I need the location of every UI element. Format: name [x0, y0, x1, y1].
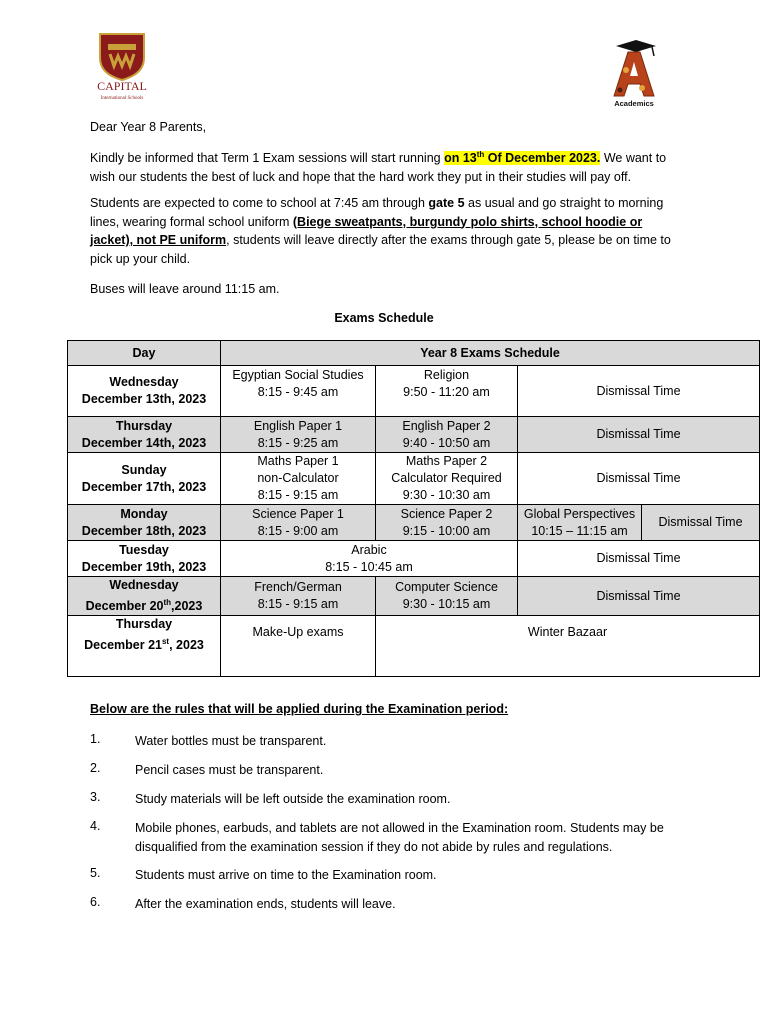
- table-row: [68, 577, 760, 616]
- bus-paragraph: Buses will leave around 11:15 am.: [90, 282, 280, 296]
- academics-logo: [606, 40, 662, 108]
- rule-number: 3.: [90, 790, 101, 804]
- schedule-title: Exams Schedule: [334, 311, 434, 325]
- rule-text: Students must arrive on time to the Examination room.: [135, 868, 437, 882]
- rule-text: Water bottles must be transparent.: [135, 734, 327, 748]
- svg-text:Academics: Academics: [614, 99, 654, 108]
- header-day: Day: [68, 341, 221, 366]
- dismissal-cell: Dismissal Time: [642, 505, 760, 541]
- dismissal-cell: Dismissal Time: [518, 453, 760, 505]
- day-cell: Wednesday December 20th,2023: [68, 577, 221, 616]
- exams-schedule-table: [67, 340, 760, 677]
- dismissal-cell: Dismissal Time: [518, 366, 760, 417]
- rule-number: 6.: [90, 895, 101, 909]
- exam-cell: Computer Science 9:30 - 10:15 am: [376, 577, 518, 616]
- rule-text: After the examination ends, students will leave.: [135, 897, 396, 911]
- dismissal-cell: Dismissal Time: [518, 577, 760, 616]
- exam-start-highlight: on 13th Of December 2023.: [444, 150, 601, 166]
- table-row: [68, 505, 760, 541]
- table-row: [68, 541, 760, 577]
- greeting: Dear Year 8 Parents,: [90, 120, 207, 134]
- exam-cell: English Paper 2 9:40 - 10:50 am: [376, 417, 518, 453]
- exam-cell: Science Paper 1 8:15 - 9:00 am: [221, 505, 376, 541]
- exam-cell: Maths Paper 2 Calculator Required 9:30 - 10:30 am: [376, 453, 518, 505]
- exam-cell: Science Paper 2 9:15 - 10:00 am: [376, 505, 518, 541]
- table-row: [68, 453, 760, 505]
- day-cell: Wednesday December 13th, 2023: [68, 366, 221, 417]
- day-cell: Tuesday December 19th, 2023: [68, 541, 221, 577]
- rule-number: 4.: [90, 819, 101, 833]
- exam-cell: English Paper 1 8:15 - 9:25 am: [221, 417, 376, 453]
- bazaar-cell: Winter Bazaar: [376, 616, 760, 677]
- day-cell: Sunday December 17th, 2023: [68, 453, 221, 505]
- table-row: [68, 616, 760, 677]
- table-header-row: [68, 341, 760, 366]
- exam-cell: Egyptian Social Studies 8:15 - 9:45 am: [221, 366, 376, 417]
- makeup-cell: Make-Up exams: [221, 616, 376, 677]
- day-cell: Thursday December 21st, 2023: [68, 616, 221, 677]
- day-cell: Monday December 18th, 2023: [68, 505, 221, 541]
- day-cell: Thursday December 14th, 2023: [68, 417, 221, 453]
- capital-school-logo: [88, 30, 156, 102]
- rules-title: Below are the rules that will be applied during the Examination period:: [90, 702, 509, 716]
- rule-number: 2.: [90, 761, 101, 775]
- header-schedule: Year 8 Exams Schedule: [221, 341, 760, 366]
- svg-text:CAPITAL: CAPITAL: [97, 79, 147, 93]
- arrival-paragraph: Students are expected to come to school at 7:45 am through gate 5 as usual and go straight to morning lines, wearing formal school uniform (Biege sweatpants, burgundy polo shirts, school hoodie or jacket), not PE uniform, students will leave directly after the exams through gate 5, please be on time to pick up your child.: [90, 196, 671, 266]
- rule-number: 1.: [90, 732, 101, 746]
- dismissal-cell: Dismissal Time: [518, 417, 760, 453]
- exam-cell: French/German 8:15 - 9:15 am: [221, 577, 376, 616]
- exam-cell: Arabic 8:15 - 10:45 am: [221, 541, 518, 577]
- svg-text:International Schools: International Schools: [100, 96, 144, 101]
- table-row: [68, 417, 760, 453]
- intro-paragraph: Kindly be informed that Term 1 Exam sessions will start running on 13th Of December 2023. We want to wish our students the best of luck and hope that the hard work they put in their studies will pay off.: [90, 150, 667, 184]
- dismissal-cell: Dismissal Time: [518, 541, 760, 577]
- rule-text: Mobile phones, earbuds, and tablets are not allowed in the Examination room. Students may be disqualified from the examination session if they do not abide by rules and regulations.: [135, 821, 664, 854]
- table-row: [68, 366, 760, 417]
- rule-text: Study materials will be left outside the examination room.: [135, 792, 451, 806]
- rule-text: Pencil cases must be transparent.: [135, 763, 324, 777]
- exam-cell: Global Perspectives 10:15 – 11:15 am: [518, 505, 642, 541]
- exam-cell: Maths Paper 1 non-Calculator 8:15 - 9:15 am: [221, 453, 376, 505]
- exam-cell: Religion 9:50 - 11:20 am: [376, 366, 518, 417]
- rule-number: 5.: [90, 866, 101, 880]
